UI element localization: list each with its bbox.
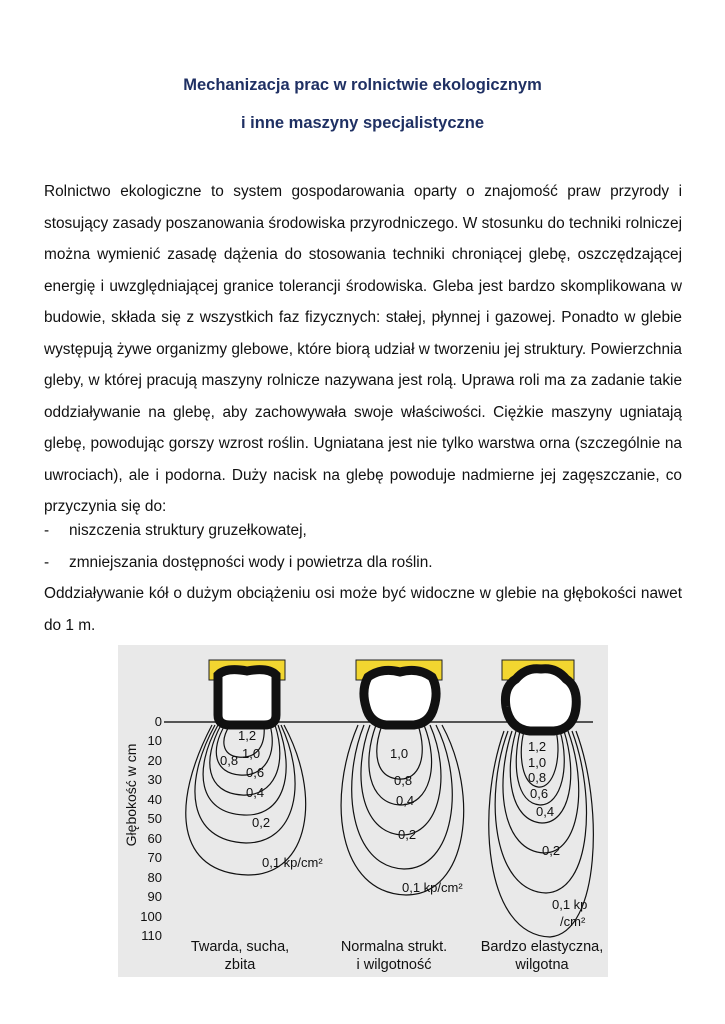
panel-hard-soil — [186, 660, 324, 973]
y-tick: 0 — [154, 714, 162, 729]
pressure-label: 0,1 kp/cm² — [262, 855, 323, 870]
list-item-text: zmniejszania dostępności wody i powietrza dla roślin. — [69, 553, 433, 571]
y-tick: 80 — [147, 870, 162, 885]
y-axis-label: Głębokość w cm — [123, 743, 139, 847]
pressure-label: 0,4 — [396, 793, 415, 808]
tire-icon — [218, 670, 276, 725]
pressure-label: 1,2 — [528, 739, 547, 754]
tire-icon — [364, 670, 436, 725]
page-subtitle: i inne maszyny specjalistyczne — [240, 114, 485, 132]
y-tick: 50 — [147, 811, 162, 826]
soil-pressure-figure — [118, 645, 608, 977]
pressure-label: 1,0 — [242, 746, 261, 761]
pressure-label: 1,0 — [390, 746, 409, 761]
pressure-label: 0,4 — [536, 804, 555, 819]
y-tick: 70 — [147, 850, 162, 865]
pressure-label: 1,2 — [238, 728, 257, 743]
list-item — [44, 547, 684, 579]
pressure-label: /cm² — [560, 914, 586, 929]
closing-paragraph: Oddziaływanie kół o dużym obciążeniu osi może być widoczne w glebie na głębokości nawet do 1 m. — [44, 585, 682, 634]
panel-caption: Normalna strukt. — [340, 939, 448, 955]
pressure-label: 0,8 — [220, 753, 239, 768]
pressure-label: 0,1 kp — [552, 897, 588, 912]
effects-list — [44, 515, 684, 578]
pressure-label: 0,8 — [528, 770, 547, 785]
panel-caption: wilgotna — [515, 957, 569, 973]
list-item — [44, 515, 684, 547]
pressure-label: 0,6 — [246, 765, 265, 780]
pressure-label: 0,6 — [530, 786, 549, 801]
y-tick: 30 — [147, 772, 162, 787]
pressure-label: 0,2 — [542, 843, 561, 858]
panel-caption: Bardzo elastyczna, — [480, 939, 604, 955]
list-bullet: - — [44, 553, 50, 571]
pressure-label: 0,2 — [398, 827, 417, 842]
list-bullet: - — [44, 522, 50, 539]
panel-caption: Twarda, sucha, — [190, 939, 290, 955]
y-tick: 90 — [147, 889, 162, 904]
panel-caption: zbita — [224, 957, 256, 973]
y-tick: 110 — [141, 928, 162, 943]
pressure-label: 1,0 — [528, 755, 547, 770]
intro-paragraph: Rolnictwo ekologiczne to system gospodarowania oparty o znajomość praw przyrody i stosujący zasady poszanowania środowiska przyrodniczego. W stosunku do techniki rolniczej można wymienić zasadę dążenia do stosowania techniki chroniącej glebę, oszczędzającej energię i uwzględniającej granice tolerancji środowiska. Gleba jest bardzo skomplikowana w budowie, składa się z wszystkich faz fizycznych: stałej, płynnej i gazowej. Ponadto w glebie występują żywe organizmy glebowe, które biorą udział w tworzeniu jej struktury. Powierzchnia gleby, w której pracują maszyny rolnicze nazywana jest rolą. Uprawa roli ma za zadanie takie oddziaływanie na glebę, aby zachowywała swoje właściwości. Ciężkie maszyny ugniatają glebę, powodując gorszy wzrost roślin. Ugniatana jest nie tylko warstwa orna (szczególnie na uwrociach), ale i podorna. Duży nacisk na glebę powoduje nadmierne jej zagęszczanie, co przyczynia się do: — [44, 183, 682, 515]
y-tick: 100 — [140, 909, 162, 924]
tire-icon — [505, 669, 576, 731]
list-item-text: niszczenia struktury gruzełkowatej, — [69, 522, 307, 539]
pressure-label: 0,1 kp/cm² — [402, 880, 463, 895]
panel-elastic-soil — [481, 660, 604, 973]
page-title: Mechanizacja prac w rolnictwie ekologicznym — [183, 76, 542, 94]
y-tick: 60 — [147, 831, 162, 846]
panel-caption: i wilgotność — [356, 957, 432, 973]
figure-svg — [118, 645, 608, 977]
pressure-label: 0,8 — [394, 773, 413, 788]
y-tick: 40 — [147, 792, 162, 807]
y-tick: 10 — [147, 733, 162, 748]
pressure-label: 0,2 — [252, 815, 271, 830]
panel-normal-soil — [341, 660, 464, 973]
pressure-label: 0,4 — [246, 785, 265, 800]
y-tick: 20 — [147, 753, 162, 768]
